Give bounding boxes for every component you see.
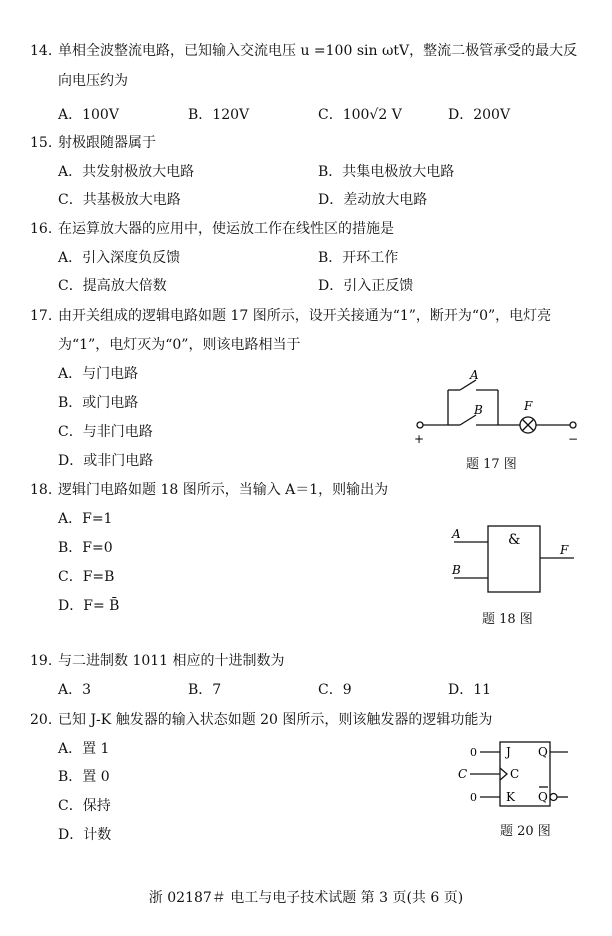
q19-option-c: C．9: [318, 682, 352, 698]
q20-number: 20.: [30, 712, 53, 728]
q16-number: 16.: [30, 221, 53, 237]
q17-number: 17.: [30, 308, 53, 324]
fig20-label-j: J: [506, 745, 511, 759]
q20-option-c: C．保持: [58, 798, 111, 814]
q15-text: 射极跟随器属于: [58, 135, 156, 151]
fig20-label-k: K: [506, 790, 515, 804]
q17-option-a: A．与门电路: [58, 366, 139, 382]
q14-option-c: C．100√2 V: [318, 107, 402, 123]
q14-text-line2: 向电压约为: [58, 73, 128, 89]
q20-option-b: B．置 0: [58, 769, 110, 785]
q15-option-b: B．共集电极放大电路: [318, 164, 455, 180]
fig18-caption: 题 18 图: [482, 612, 533, 627]
q16-option-d: D．引入正反馈: [318, 278, 414, 294]
figure-20-jk-flipflop: [456, 736, 586, 816]
fig18-label-a: A: [452, 527, 461, 541]
fig17-label-b: B: [474, 403, 483, 417]
q14-number: 14.: [30, 43, 53, 59]
q18-option-d: D．F= B̄: [58, 598, 120, 614]
fig17-label-plus: +: [414, 432, 425, 446]
q17-option-c: C．与非门电路: [58, 424, 153, 440]
q20-text: 已知 J-K 触发器的输入状态如题 20 图所示，则该触发器的逻辑功能为: [58, 712, 493, 728]
fig20-label-qbar: Q: [538, 790, 548, 804]
page-footer: 浙 02187＃ 电工与电子技术试题 第 3 页(共 6 页): [148, 890, 464, 906]
q20-option-d: D．计数: [58, 827, 112, 843]
fig20-label-c-input: C: [458, 767, 468, 781]
q17-option-d: D．或非门电路: [58, 453, 154, 469]
q17-text-line2: 为“1”，电灯灭为“0”，则该电路相当于: [58, 337, 301, 353]
fig20-label-c: C: [510, 767, 520, 781]
q18-option-b: B．F=0: [58, 540, 113, 556]
fig20-label-q: Q: [538, 745, 548, 759]
q19-option-a: A．3: [58, 682, 92, 698]
q19-text: 与二进制数 1011 相应的十进制数为: [58, 653, 285, 669]
figure-17-switch-circuit: [408, 368, 588, 448]
q17-option-b: B．或门电路: [58, 395, 139, 411]
fig20-label-zero-j: 0: [470, 746, 477, 759]
fig18-label-b: B: [452, 563, 461, 577]
q16-option-b: B．开环工作: [318, 250, 399, 266]
q18-option-a: A．F=1: [58, 511, 113, 527]
q19-option-b: B．7: [188, 682, 222, 698]
q15-option-c: C．共基极放大电路: [58, 192, 181, 208]
fig17-label-f: F: [524, 399, 533, 413]
q19-option-d: D．11: [448, 682, 492, 698]
fig18-label-f: F: [560, 543, 569, 557]
fig18-label-and: &: [508, 532, 521, 548]
q18-option-c: C．F=B: [58, 569, 115, 585]
fig17-label-minus: −: [568, 432, 579, 446]
q14-option-b: B．120V: [188, 107, 250, 123]
fig20-label-zero-k: 0: [470, 791, 477, 804]
q17-text-line1: 由开关组成的逻辑电路如题 17 图所示，设开关接通为“1”，断开为“0”，电灯亮: [58, 308, 552, 324]
q19-number: 19.: [30, 653, 53, 669]
q15-option-d: D．差动放大电路: [318, 192, 428, 208]
q18-text: 逻辑门电路如题 18 图所示，当输入 A＝1，则输出为: [58, 482, 389, 498]
q14-option-d: D．200V: [448, 107, 511, 123]
q18-number: 18.: [30, 482, 53, 498]
q14-option-a: A．100V: [58, 107, 119, 123]
q16-text: 在运算放大器的应用中，使运放工作在线性区的措施是: [58, 221, 394, 237]
q15-number: 15.: [30, 135, 53, 151]
q16-option-c: C．提高放大倍数: [58, 278, 167, 294]
q16-option-a: A．引入深度负反馈: [58, 250, 181, 266]
q14-text-line1: 单相全波整流电路，已知输入交流电压 u =100 sin ωtV，整流二极管承受的最大反: [58, 43, 578, 59]
q15-option-a: A．共发射极放大电路: [58, 164, 195, 180]
fig20-caption: 题 20 图: [500, 824, 551, 839]
fig17-label-a: A: [470, 368, 479, 382]
figure-18-and-gate: [448, 522, 578, 602]
q20-option-a: A．置 1: [58, 741, 110, 757]
fig17-caption: 题 17 图: [466, 457, 517, 472]
